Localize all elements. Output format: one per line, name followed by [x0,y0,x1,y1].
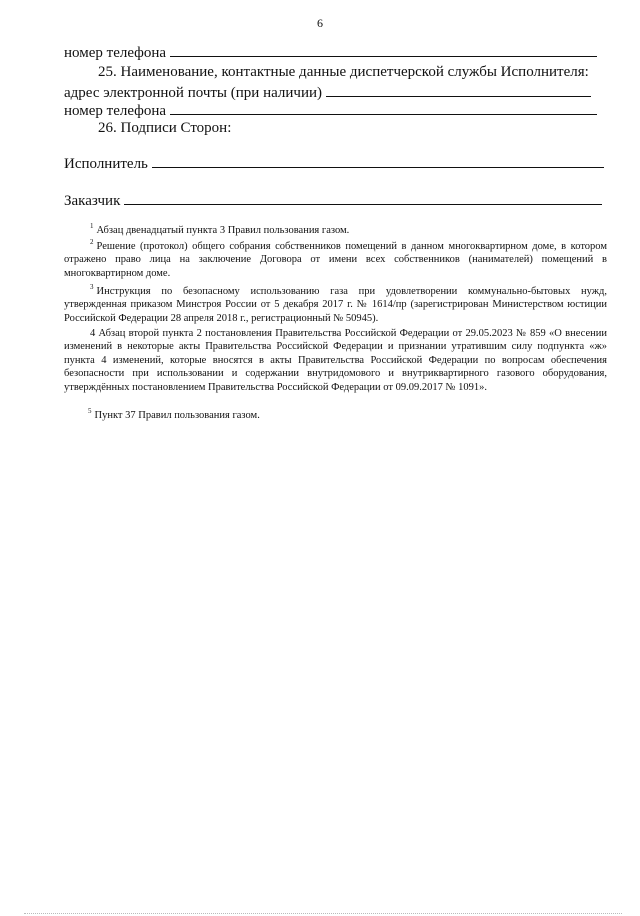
footnote-4-text: 4 Абзац второй пункта 2 постановления Правительства Российской Федерации от 29.05.2023 № 859 «О внесении изменений в некоторые акты Правительства Российской Федерации и признании утратившим силу подпункта «ж» пункта 4 изменений, которые вносятся в акты Правительства Российской Федерации по вопросам обеспечения безопасности при использовании и содержании внутридомового и внутриквартирного газового оборудования, утверждённых постановлением Правительства Российской Федерации от 09.09.2017 № 1091». [64,328,607,393]
executor-signature-line [64,154,604,173]
footnote-4 [64,327,607,394]
footnote-2 [64,237,607,280]
email-field[interactable] [326,83,591,97]
phone-label-2: номер телефона [64,103,167,119]
footnote-2-mark: 2 [90,237,94,246]
customer-signature-line [64,191,602,210]
executor-label: Исполнитель [64,156,148,172]
email-label: адрес электронной почты (при наличии) [64,85,322,101]
footnote-5 [64,406,607,422]
customer-signature-field[interactable] [124,191,602,205]
item-25-heading: 25. Наименование, контактные данные диспетчерской службы Исполнителя: [98,64,589,80]
customer-label: Заказчик [64,193,121,209]
phone-field-2[interactable] [170,101,597,115]
phone-label-1: номер телефона [64,45,167,61]
footnote-3-mark: 3 [90,282,94,291]
footnote-1-mark: 1 [90,221,94,230]
footnote-1-text: Абзац двенадцатый пункта 3 Правил пользования газом. [96,225,350,236]
footnote-5-text: Пункт 37 Правил пользования газом. [94,410,260,421]
phone-field-1[interactable] [170,43,597,57]
phone-line-2 [64,101,597,120]
footnote-5-mark: 5 [88,406,92,415]
item-26-heading: 26. Подписи Сторон: [98,120,232,136]
footnote-3-text: Инструкция по безопасному использованию газа при удовлетворении коммунально-бытовых нужд, утвержденная приказом Минстроя России от 5 декабря 2017 г. № 1614/пр (зарегистрирован Министерством юстиции Российской Федерации 28 апреля 2018 г., регистрационный № 50945). [64,286,607,324]
footnote-1 [64,221,607,237]
footnote-3 [64,282,607,325]
email-line [64,83,591,102]
phone-line-1 [64,43,597,62]
footnote-2-text: Решение (протокол) общего собрания собственников помещений в данном многоквартирном доме, в котором отражено право лица на заключение Договора от имени всех собственников (нанимателей) помещений в многоквартирном доме. [64,241,607,279]
executor-signature-field[interactable] [152,154,604,168]
page-number: 6 [317,16,323,30]
scan-bottom-edge [24,913,622,914]
